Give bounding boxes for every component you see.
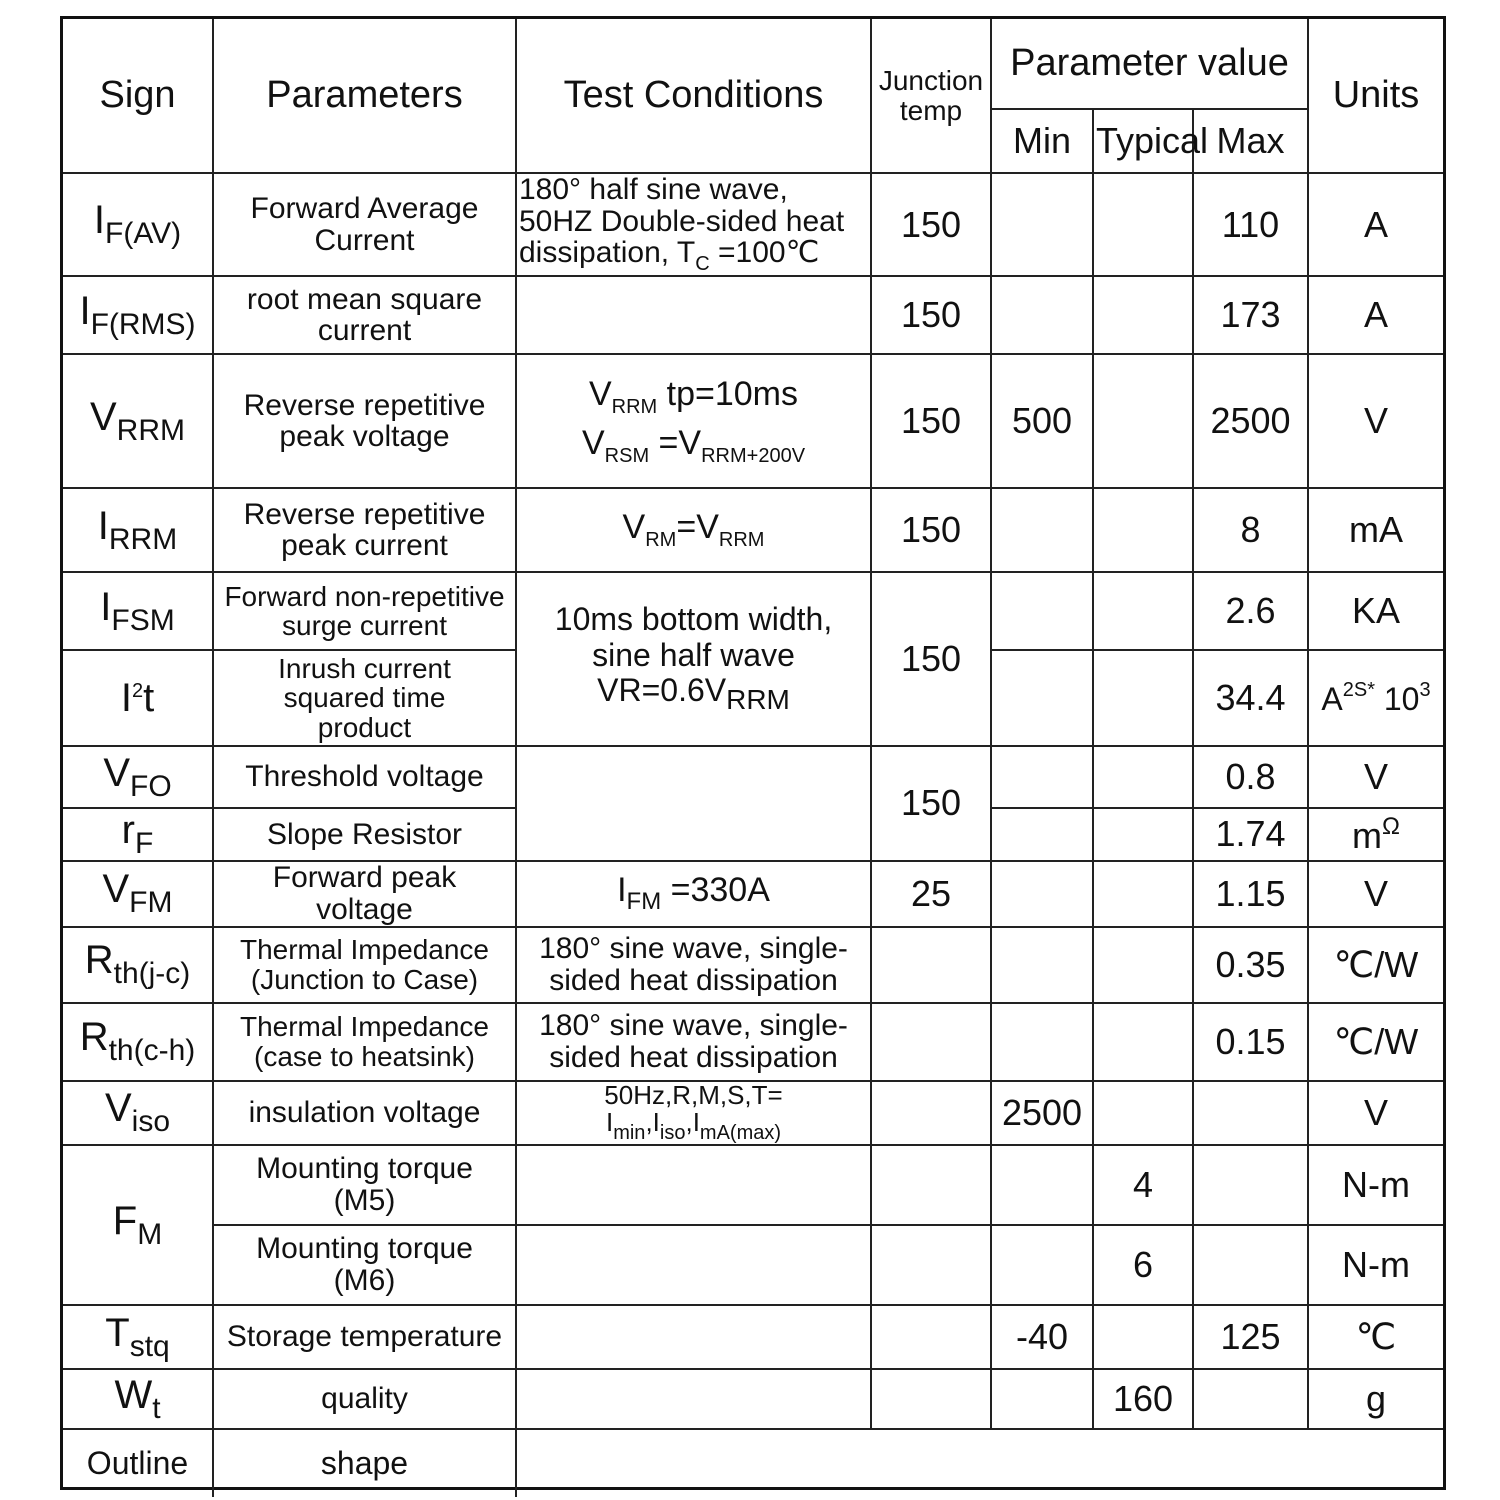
min-ifav [991,173,1093,276]
max-vfm: 1.15 [1193,861,1308,927]
sign-main: R [84,938,114,983]
sign-main: F [112,1198,138,1243]
cond-rthjc [516,927,871,1003]
cond-sub: iso [659,1121,686,1144]
sign-viso [63,1081,213,1145]
sign-main: t [143,676,155,720]
sign-sub: M [137,1217,163,1251]
parameter-table [63,19,1443,1497]
cond-sub: RSM [604,445,650,467]
temp-fm-m5 [871,1145,991,1225]
typ-rf [1093,808,1193,861]
param-line: Forward Average [250,192,479,225]
cond-text: V [581,424,605,462]
min-irrm [991,488,1093,572]
cond-sub: RM [645,528,677,551]
sign-vrrm [63,354,213,488]
cond-sub: C [695,253,710,275]
param-line: current [317,314,412,347]
param-line: (Junction to Case) [250,963,479,995]
header-junction-temp [871,19,991,173]
header-min: Min [991,109,1093,173]
param-ifsm [213,572,516,650]
header-junction-temp-line2: temp [899,94,963,126]
row-tstq [63,1305,1443,1369]
max-irrm: 8 [1193,488,1308,572]
cond-irrm [516,488,871,572]
cond-text: ,I [645,1106,660,1137]
sign-main: V [104,1086,132,1131]
sign-rthch [63,1003,213,1081]
row-fm-m5 [63,1145,1443,1225]
param-i2t [213,650,516,746]
sign-sub: th(j-c) [113,957,191,991]
cond-sub: RRM [611,396,658,418]
unit-sup: Ω [1382,812,1400,840]
cond-line: sided heat dissipation [549,963,838,997]
sign-irrm [63,488,213,572]
cond-sub: RRM [718,528,765,551]
sign-sup: 2 [131,680,144,702]
typ-ifsm [1093,572,1193,650]
cond-vfm [516,861,871,927]
row-viso [63,1081,1443,1145]
sign-main: V [103,750,130,795]
param-line: squared time [283,682,446,714]
unit-irrm: mA [1308,488,1443,572]
unit-vfm: V [1308,861,1443,927]
header-units: Units [1308,19,1443,173]
header-test-conditions: Test Conditions [516,19,871,173]
row-ifav [63,173,1443,276]
cond-wt [516,1369,871,1429]
unit-rthch: ℃/W [1308,1003,1443,1081]
cond-text: VR=0.6V [597,671,727,708]
param-rthjc [213,927,516,1003]
unit-ifav: A [1308,173,1443,276]
max-ifsm: 2.6 [1193,572,1308,650]
unit-sup: 3 [1419,678,1431,701]
max-viso [1193,1081,1308,1145]
min-vfo [991,746,1093,808]
header-typical: Typical [1093,109,1193,173]
typ-vrrm [1093,354,1193,488]
typ-rthch [1093,1003,1193,1081]
param-fm-m5 [213,1145,516,1225]
min-ifsm [991,572,1093,650]
param-ifav [213,173,516,276]
cond-text: =V [676,507,719,546]
param-vfo: Threshold voltage [213,746,516,808]
cond-text: tp=10ms [657,375,799,413]
typ-vfo [1093,746,1193,808]
sign-main: r [121,808,135,852]
sign-vfm [63,861,213,927]
sign-sub: FO [130,769,172,803]
cond-ifsm-i2t [516,572,871,746]
temp-ifav: 150 [871,173,991,276]
cond-text: =V [649,424,702,462]
cond-line: sided heat dissipation [549,1040,838,1074]
max-fm-m5 [1193,1145,1308,1225]
unit-viso: V [1308,1081,1443,1145]
unit-fm-m5: N-m [1308,1145,1443,1225]
sign-sub: F(AV) [105,217,182,251]
cond-fm-m6 [516,1225,871,1305]
max-rf: 1.74 [1193,808,1308,861]
param-tstq: Storage temperature [213,1305,516,1369]
unit-text: 10 [1374,680,1420,717]
sign-main: V [102,867,130,912]
typ-tstq [1093,1305,1193,1369]
sign-main: I [93,198,105,243]
temp-tstq [871,1305,991,1369]
unit-wt: g [1308,1369,1443,1429]
cond-sub: mA(max) [699,1121,782,1144]
param-line: Inrush current [278,652,451,684]
max-rthjc: 0.35 [1193,927,1308,1003]
param-line: Forward peak [272,861,457,894]
cond-line: 180° sine wave, single- [539,1009,848,1042]
cond-sub: RRM+200V [701,445,806,467]
min-wt [991,1369,1093,1429]
min-vrrm: 500 [991,354,1093,488]
param-line: Reverse repetitive [243,497,486,531]
sign-sub: t [152,1391,161,1425]
param-line: peak voltage [279,420,450,453]
typ-fm-m6: 6 [1093,1225,1193,1305]
header-parameters: Parameters [213,19,516,173]
temp-rthjc [871,927,991,1003]
max-vfo: 0.8 [1193,746,1308,808]
sign-main: I [100,584,112,629]
param-vrrm [213,354,516,488]
param-line: peak current [281,529,448,562]
unit-rthjc: ℃/W [1308,927,1443,1003]
row-vfo [63,746,1443,808]
temp-irrm: 150 [871,488,991,572]
param-line: voltage [316,892,413,926]
param-line: (M6) [333,1263,396,1297]
typ-vfm [1093,861,1193,927]
param-rf: Slope Resistor [213,808,516,861]
typ-rthjc [1093,927,1193,1003]
sign-rthjc [63,927,213,1003]
typ-fm-m5: 4 [1093,1145,1193,1225]
unit-i2t [1308,650,1443,746]
temp-fm-m6 [871,1225,991,1305]
cond-line: 180° sine wave, single- [539,932,848,965]
cond-text: =330A [661,870,770,909]
unit-vfo: V [1308,746,1443,808]
cond-sub: RRM [726,683,790,715]
sign-i2t [63,650,213,746]
row-vfm [63,861,1443,927]
cond-line: 180° half sine wave, [519,173,788,206]
row-irrm [63,488,1443,572]
max-wt [1193,1369,1308,1429]
outline-drawing-area [516,1429,1443,1497]
min-fm-m5 [991,1145,1093,1225]
unit-rf [1308,808,1443,861]
temp-vfm: 25 [871,861,991,927]
unit-fm-m6: N-m [1308,1225,1443,1305]
spec-sheet [60,16,1446,1490]
row-fm-m6 [63,1225,1443,1305]
min-i2t [991,650,1093,746]
header-sign: Sign [63,19,213,173]
sign-main: T [105,1310,130,1355]
sign-main: W [114,1372,153,1417]
sign-sub: th(c-h) [108,1034,196,1068]
cond-text: =100℃ [709,236,820,269]
unit-ifrms: A [1308,276,1443,354]
cond-vfo-rf [516,746,871,861]
max-fm-m6 [1193,1225,1308,1305]
cond-text: V [588,375,612,413]
cond-text: I [605,1106,614,1137]
typ-viso [1093,1081,1193,1145]
sign-ifsm [63,572,213,650]
cond-line: 50HZ Double-sided heat [519,204,845,238]
param-ifrms [213,276,516,354]
cond-sub: FM [626,887,662,915]
min-fm-m6 [991,1225,1093,1305]
sign-vfo [63,746,213,808]
min-tstq: -40 [991,1305,1093,1369]
temp-ifsm-i2t: 150 [871,572,991,746]
header-row [63,19,1443,109]
cond-line: sine half wave [592,636,795,673]
header-junction-temp-line1: Junction [878,65,984,97]
param-line: Mounting torque [256,1232,473,1266]
header-max: Max [1193,109,1308,173]
temp-ifrms: 150 [871,276,991,354]
param-fm-m6 [213,1225,516,1305]
min-ifrms [991,276,1093,354]
sign-ifrms [63,276,213,354]
param-vfm [213,861,516,927]
param-line: (M5) [333,1183,396,1217]
sign-tstq [63,1305,213,1369]
sign-sub: F(RMS) [90,307,196,341]
sign-ifav [63,173,213,276]
param-irrm [213,488,516,572]
sign-sub: stq [129,1329,170,1363]
sign-sub: FSM [111,603,175,637]
row-ifrms [63,276,1443,354]
cond-tstq [516,1305,871,1369]
row-ifsm [63,572,1443,650]
sign-sub: RRM [108,522,178,556]
cond-line: 50Hz,R,M,S,T= [604,1079,783,1110]
temp-vfo-rf: 150 [871,746,991,861]
param-line: Thermal Impedance [239,1011,489,1043]
typ-irrm [1093,488,1193,572]
unit-sup: 2S* [1342,678,1375,701]
cond-viso [516,1081,871,1145]
sign-main: I [79,288,91,333]
param-rthch [213,1003,516,1081]
row-vrrm [63,354,1443,488]
unit-ifsm: KA [1308,572,1443,650]
sign-sub: iso [131,1105,171,1139]
param-wt: quality [213,1369,516,1429]
param-line: root mean square [246,282,483,316]
cond-text: V [622,507,646,546]
typ-ifav [1093,173,1193,276]
cond-fm-m5 [516,1145,871,1225]
cond-rthch [516,1003,871,1081]
cond-vrrm [516,354,871,488]
param-line: Reverse repetitive [243,388,486,422]
typ-ifrms [1093,276,1193,354]
header-parameter-value: Parameter value [991,19,1308,109]
min-vfm [991,861,1093,927]
cond-line: 10ms bottom width, [554,601,833,638]
row-rthjc [63,927,1443,1003]
max-ifav: 110 [1193,173,1308,276]
param-line: Current [314,223,415,257]
unit-text: A [1321,680,1343,717]
max-vrrm: 2500 [1193,354,1308,488]
param-line: (case to heatsink) [254,1040,475,1072]
unit-vrrm: V [1308,354,1443,488]
temp-vrrm: 150 [871,354,991,488]
max-i2t: 34.4 [1193,650,1308,746]
typ-wt: 160 [1093,1369,1193,1429]
param-line: Mounting torque [256,1152,473,1186]
row-rthch [63,1003,1443,1081]
row-outline [63,1429,1443,1497]
max-ifrms: 173 [1193,276,1308,354]
sign-main: R [79,1015,109,1060]
param-viso: insulation voltage [213,1081,516,1145]
sign-wt [63,1369,213,1429]
unit-text: m [1352,814,1383,856]
sign-main: V [89,394,117,439]
sign-sub: FM [129,886,173,920]
sign-main: I [97,503,109,548]
temp-rthch [871,1003,991,1081]
param-line: Thermal Impedance [239,934,489,966]
param-line: surge current [282,610,447,641]
sign-fm [63,1145,213,1305]
sign-outline: Outline [63,1429,213,1497]
param-outline: shape [213,1429,516,1497]
sign-main: I [120,676,132,720]
unit-tstq: ℃ [1308,1305,1443,1369]
max-tstq: 125 [1193,1305,1308,1369]
typ-i2t [1093,650,1193,746]
cond-text: I [617,870,627,909]
cond-text: dissipation, T [519,236,696,269]
cond-ifrms [516,276,871,354]
sign-rf [63,808,213,861]
param-line: product [317,711,412,743]
max-rthch: 0.15 [1193,1003,1308,1081]
sign-sub: RRM [116,413,185,447]
temp-viso [871,1081,991,1145]
cond-ifav [516,173,871,276]
cond-sub: min [613,1121,646,1144]
temp-wt [871,1369,991,1429]
sign-sub: F [135,827,154,860]
param-line: Forward non-repetitive [224,580,505,612]
min-rf [991,808,1093,861]
min-rthch [991,1003,1093,1081]
min-rthjc [991,927,1093,1003]
min-viso: 2500 [991,1081,1093,1145]
row-wt [63,1369,1443,1429]
cond-text: ,I [685,1106,700,1137]
